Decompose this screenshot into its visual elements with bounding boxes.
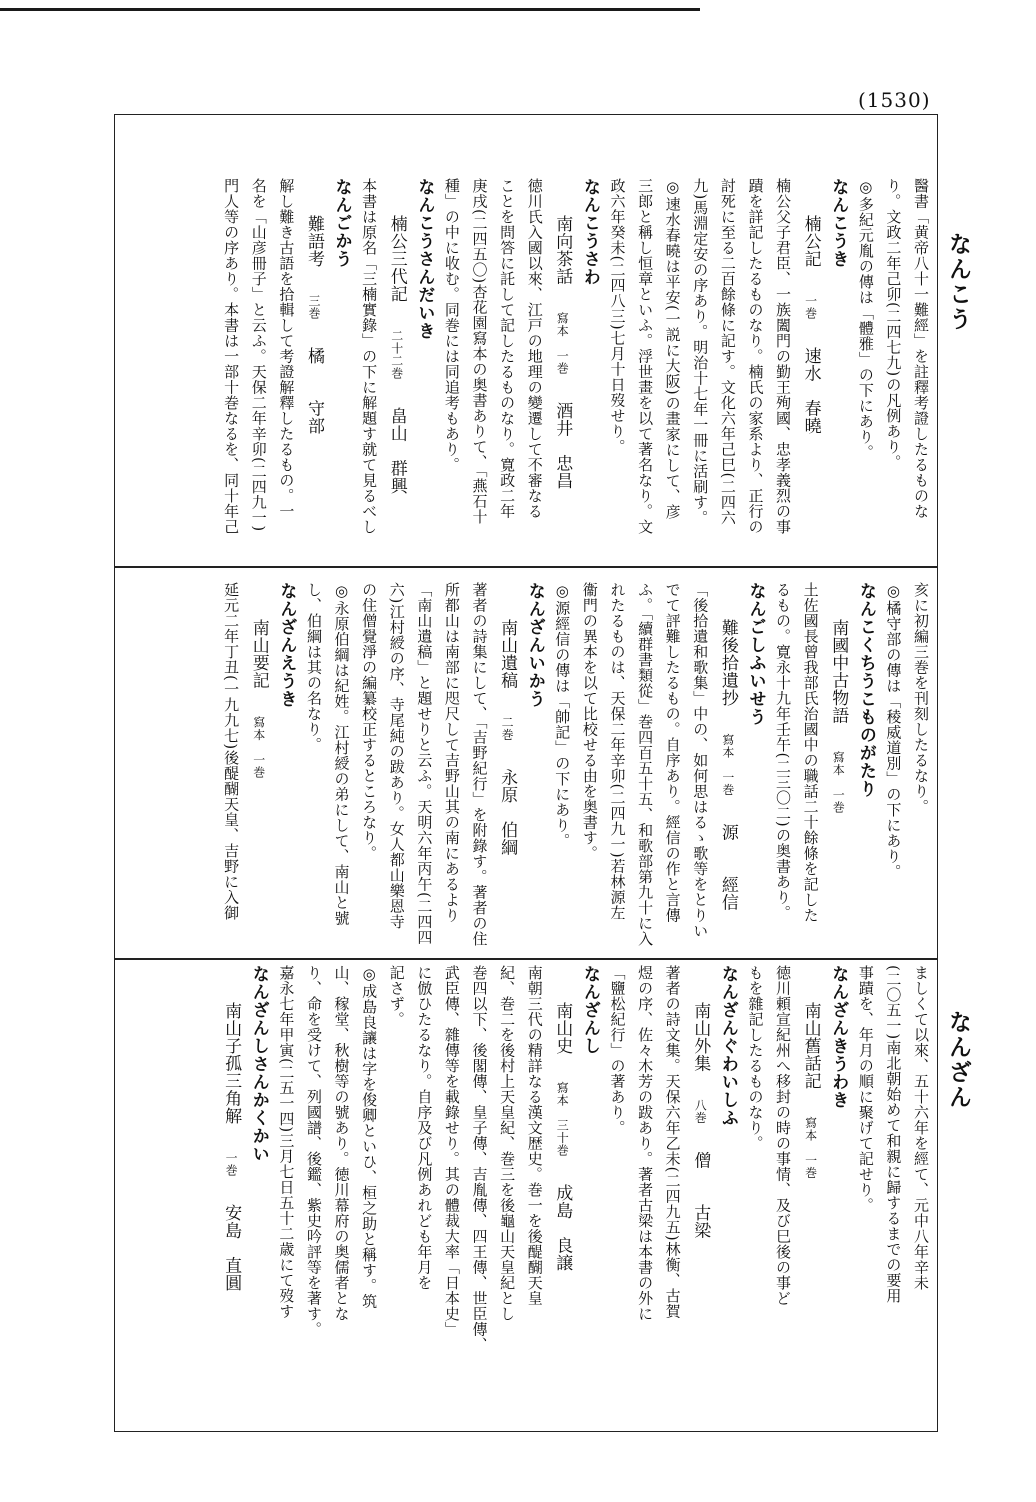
entry-title: 南山要記 <box>248 619 269 690</box>
body-text-line: り、命を受けて、列國譜、後鑑、紫史吟評等を著す。 <box>304 965 323 1337</box>
entry-author: 橘 守部 <box>303 347 324 435</box>
body-text-line: 討死に至る二百餘條に記す。文化六年己巳(二四六 <box>718 178 737 526</box>
entry-heading: なんざんしさんかくかい <box>248 965 269 1163</box>
entry-heading: なんざんえうき <box>276 582 297 708</box>
body-text-line: 六)江村綬の序、寺尾純の跋あり。女人都山樂恩寺 <box>387 582 406 930</box>
body-text-line: ◎橘守部の傳は「稜威道別」の下にあり。 <box>884 582 903 880</box>
body-text-line: ◎多紀元胤の傳は「體雅」の下にあり。 <box>856 178 875 460</box>
body-text-line: 紀、巻二を後村上天皇紀、巻三を後龜山天皇紀とし <box>498 965 517 1322</box>
entry-author: 畠山 群興 <box>386 407 407 495</box>
entry-title: 南國中古物語 <box>828 619 849 725</box>
body-text-line: (二〇五一)南北朝始めて和親に歸するまでの要用 <box>884 965 903 1304</box>
entry-volume-info: 八巻 <box>693 1099 708 1125</box>
body-text-line: 徳川氏入國以來、江戸の地理の變遷して不審なる <box>525 178 544 519</box>
body-text-line: もを雜記したるものなり。 <box>746 965 765 1151</box>
body-text-line: 亥に初編三巻を刊刻したるなり。 <box>912 582 930 815</box>
body-text-line: 「後拾遺和歌集」中の、如何思はるゝ歌等をとりい <box>691 582 710 939</box>
entry-volume-info: 二巻 <box>500 716 515 742</box>
entry-heading: なんざんきうわき <box>828 965 849 1109</box>
body-text-line: 門人等の序あり。本書は一部十巻なるを、同十年己 <box>222 178 241 535</box>
running-head-right: なんこう <box>945 232 972 332</box>
body-text-line: 解し難き古語を拾輯して考證解釋したるもの。一 <box>277 178 296 519</box>
text-panel-top <box>128 178 934 580</box>
body-text-line: 煜の序、佐々木芳の跋あり。著者古梁は本書の外に <box>636 965 655 1322</box>
body-text-line: 巻四以下、後閣傳、皇子傳、吉胤傳、四王傳、世臣傳、 <box>470 965 489 1353</box>
entry-title-line <box>299 178 327 580</box>
entry-volume-info: 寫本 一巻 <box>720 734 735 797</box>
body-text-line: るもの。寛永十九年壬午(二三〇二)の奥書あり。 <box>774 582 793 921</box>
entry-author: 速水 春曉 <box>800 347 821 435</box>
body-text-line: 蹟を詳記したるものなり。楠氏の家系より、正行の <box>746 178 765 535</box>
entry-volume-info: 寫本 一巻 <box>831 751 846 815</box>
body-text-line: 衞門の異本を以て比校せる由を奥書す。 <box>580 582 599 861</box>
body-text-line: 名を「山彦冊子」と云ふ。天保二年辛卯(二四九一) <box>249 178 268 532</box>
entry-heading: なんごかう <box>331 178 352 268</box>
entry-heading: なんこうさんだいき <box>414 178 435 340</box>
entry-title-line <box>713 582 741 962</box>
body-text-line: に倣ひたるなり。自序及び凡例あれども年月を <box>415 965 434 1291</box>
entry-title: 南山遺稿 <box>497 619 518 690</box>
entry-author: 成島 良譲 <box>552 1184 573 1272</box>
entry-title-line <box>686 965 714 1355</box>
top-rule <box>0 8 700 11</box>
body-text-line: 南朝三代の精詳なる漢文歴史。巻一を後醍醐天皇 <box>525 965 544 1306</box>
body-text-line: 醫書「黄帝八十一難經」を註釋考證したるものな <box>912 178 930 519</box>
running-head-left: なんざん <box>945 1010 972 1110</box>
entry-volume-info: 寫本 一巻 <box>555 312 570 376</box>
body-text-line: 三郎と稱し恒章といふ。浮世畫を以て著名なり。文 <box>636 178 655 535</box>
body-text-line: り。文政二年己卯(二四七九)の凡例あり。 <box>884 178 903 470</box>
body-text-line: 山、稼堂、秋樹等の號あり。徳川幕府の奥儒者とな <box>332 965 351 1322</box>
entry-title-line <box>796 178 824 580</box>
body-text-line: ましくて以來、五十六年を經て、元中八年辛未 <box>912 965 930 1291</box>
entry-heading: なんざんいかう <box>524 582 545 708</box>
entry-title-line <box>493 582 521 962</box>
entry-title-line <box>796 965 824 1355</box>
entry-title-line <box>217 965 245 1355</box>
entry-author: 僧 古梁 <box>690 1151 711 1240</box>
entry-volume-info: 二十二巻 <box>389 330 404 381</box>
entry-heading: なんこくちうこものがたり <box>855 582 876 798</box>
entry-title: 難語考 <box>303 215 324 268</box>
entry-title-line <box>382 178 410 580</box>
body-text-line: でて評難したるもの。自序あり。經信の作と言傳 <box>663 582 682 923</box>
entry-title: 南山子孤三角解 <box>221 1002 242 1125</box>
body-text-line: 武臣傳、雜傳等を載錄せり。其の體裁大率「日本史」 <box>442 965 461 1337</box>
body-text-line: 土佐國長曾我部氏治國中の職話二十餘條を記した <box>801 582 820 923</box>
entry-heading: なんこうき <box>828 178 849 268</box>
entry-author: 酒井 忠昌 <box>552 402 573 490</box>
body-text-line: 著者の詩文集。天保六年乙未(二四九五)林衡、古賀 <box>663 965 682 1319</box>
body-text-line: 本書は原名「三楠實錄」の下に解題す就て見るべし <box>360 178 379 535</box>
entry-heading: なんざんぐわいしふ <box>717 965 738 1127</box>
entry-volume-info: 一巻 <box>803 295 818 321</box>
body-text-line: 楠公父子君臣、一族闔門の勤王殉國、忠孝義烈の事 <box>774 178 793 535</box>
entry-title-line <box>548 965 576 1355</box>
body-text-line: ことを問答に託して記したるものなり。寛政二年 <box>498 178 517 519</box>
entry-title: 南向茶話 <box>552 215 573 286</box>
page-number: (1530) <box>858 88 931 112</box>
entry-volume-info: 寫本 一巻 <box>251 716 266 780</box>
entry-title: 難後拾遺抄 <box>717 619 738 707</box>
entry-title-line <box>548 178 576 580</box>
body-text-line: し、伯綱は其の名なり。 <box>304 582 323 753</box>
body-text-line: 著者の詩集にして、「吉野紀行」を附錄す。著者の住 <box>470 582 489 947</box>
entry-volume-info: 一巻 <box>224 1152 239 1178</box>
entry-heading: なんごしふいせう <box>745 582 766 726</box>
body-text-line: 「南山遺稿」と題せりと云ふ。天明六年丙午(二四四 <box>415 582 434 945</box>
body-text-line: ◎源經信の傳は「帥記」の下にあり。 <box>553 582 572 849</box>
body-text-line: ふ。「續群書類從」巻四百五十五、和歌部第九十に入 <box>636 582 655 947</box>
entry-author: 安島 直圓 <box>221 1204 242 1292</box>
entry-volume-info: 寫本 一巻 <box>803 1117 818 1180</box>
entry-title-line <box>244 582 272 962</box>
body-text-line: ◎成島良讓は字を俊卿といひ、桓之助と稱す。筑 <box>360 965 379 1309</box>
entry-heading: なんこうさわ <box>579 178 600 286</box>
entry-heading: なんざんし <box>579 965 600 1055</box>
entry-title: 楠公三代記 <box>386 215 407 303</box>
entry-title: 南山舊話記 <box>800 1002 821 1090</box>
entry-author: 永原 伯綱 <box>497 768 518 857</box>
body-text-line: 種」の中に收む。同巻には同追考もあり。 <box>442 178 461 473</box>
entry-volume-info: 寫本 三十巻 <box>555 1082 570 1158</box>
body-text-line: 延元二年丁丑(一九九七)後醍醐天皇、吉野に入御 <box>222 582 241 921</box>
body-text-line: 庚戌(二四五〇)杏花園寫本の奥書ありて、「燕石十 <box>470 178 489 525</box>
body-text-line: れたるものは、天保二年辛卯(二四九一)若林源左 <box>608 582 627 921</box>
body-text-line: 所都山は南部に咫尺して吉野山其の南にあるより <box>442 582 461 923</box>
entry-author: 源 經信 <box>717 823 738 912</box>
body-text-line: 徳川頼宣紀州へ移封の時の事情、及び巳後の事ど <box>774 965 793 1306</box>
body-text-line: の住僧覺淨の編纂校正するところなり。 <box>360 582 379 861</box>
body-text-line: 嘉永七年甲寅(二五一四)三月七日五十二歳にて歿す <box>277 965 296 1319</box>
entry-title-line <box>824 582 852 962</box>
body-text-line: ◎速水春曉は平安(一説に大阪)の畫家にして、彦 <box>663 178 682 520</box>
entry-title: 南山史 <box>552 1002 573 1055</box>
body-text-line: 九)馬淵定安の序あり。明治十七年一冊に活刷す。 <box>691 178 710 526</box>
body-text-line: 政六年癸未(二四八三)七月十日歿せり。 <box>608 178 627 455</box>
text-panel-middle <box>128 582 934 962</box>
body-text-line: ◎永原伯綱は紀姓。江村綬の弟にして、南山と號 <box>332 582 351 926</box>
entry-title: 南山外集 <box>690 1002 711 1073</box>
entry-title: 楠公記 <box>800 215 821 268</box>
body-text-line: 「鹽松紀行」の著あり。 <box>608 965 627 1136</box>
body-text-line: 記さず。 <box>387 965 406 1027</box>
text-panel-bottom <box>128 965 934 1355</box>
body-text-line: 事蹟を、年月の順に聚げて記せり。 <box>856 965 875 1213</box>
entry-volume-info: 三巻 <box>306 295 321 321</box>
